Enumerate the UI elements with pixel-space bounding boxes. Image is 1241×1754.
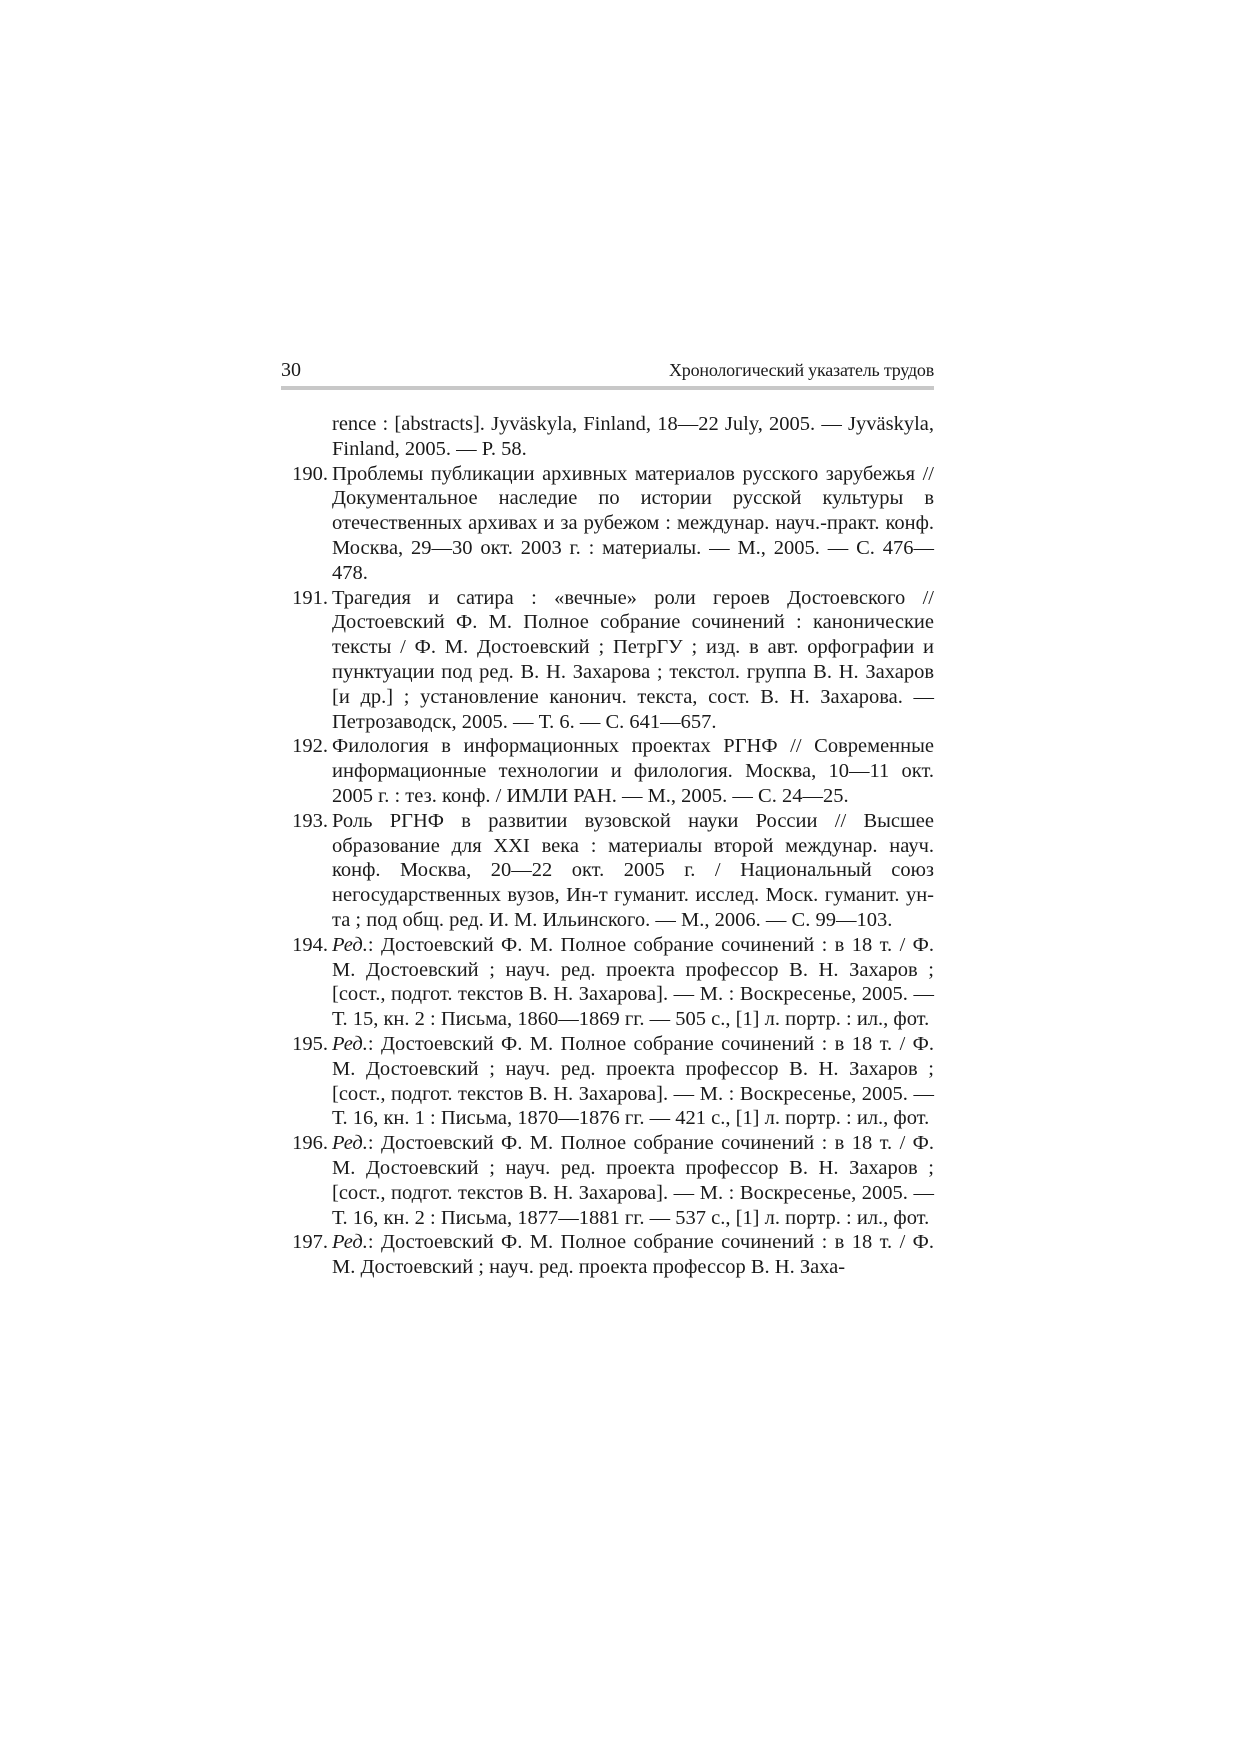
- entry-number: 195.: [292, 1032, 328, 1055]
- entry-body: : Достоевский Ф. М. Полное собрание сочинений : в 18 т. / Ф. М. Достоевский ; науч. ред. проекта профессор В. Н. Захаров ; [сост., подгот. текстов В. Н. Захарова]. — М. : Воскресенье, 2005. — Т. 15, кн. 2 : Письма, 1860—1869 гг. — 505 с., [1] л. портр. : ил., фот.: [332, 933, 934, 1031]
- entry-body: : Достоевский Ф. М. Полное собрание сочинений : в 18 т. / Ф. М. Достоевский ; науч. ред. проекта профессор В. Н. Заха-: [332, 1231, 934, 1279]
- entry-number: 190.: [292, 462, 328, 485]
- entry-number: 196.: [292, 1132, 328, 1155]
- entry-prefix: Ред.: [332, 1132, 368, 1155]
- entry-text: [332, 933, 934, 1032]
- entry-text: [332, 809, 934, 933]
- entry-text: [332, 1131, 934, 1230]
- bibliography-entry-192: [281, 734, 934, 808]
- entry-number: 197.: [292, 1231, 328, 1254]
- entry-body: : Достоевский Ф. М. Полное собрание сочинений : в 18 т. / Ф. М. Достоевский ; науч. ред. проекта профессор В. Н. Захаров ; [сост., подгот. текстов В. Н. Захарова]. — М. : Воскресенье, 2005. — Т. 16, кн. 1 : Письма, 1870—1876 гг. — 421 с., [1] л. портр. : ил., фот.: [332, 1032, 934, 1130]
- page-number: 30: [281, 359, 301, 381]
- entry-prefix: Ред.: [332, 1032, 368, 1055]
- entry-text: [332, 586, 934, 735]
- header-rule: [281, 386, 934, 390]
- entry-body: : Достоевский Ф. М. Полное собрание сочинений : в 18 т. / Ф. М. Достоевский ; науч. ред. проекта профессор В. Н. Захаров ; [сост., подгот. текстов В. Н. Захарова]. — М. : Воскресенье, 2005. — Т. 16, кн. 2 : Письма, 1877—1881 гг. — 537 с., [1] л. портр. : ил., фот.: [332, 1132, 934, 1229]
- bibliography-entry-191: [281, 586, 934, 735]
- entry-number: 191.: [292, 586, 328, 609]
- bibliography-list: [281, 412, 934, 1280]
- entry-number: 194.: [292, 933, 328, 956]
- entry-body: Трагедия и сатира : «вечные» роли героев Достоевского // Достоевский Ф. М. Полное собрание сочинений : канонические тексты / Ф. М. Достоевский ; ПетрГУ ; изд. в авт. орфографии и пунктуации под ред. В. Н. Захарова ; текстол. группа В. Н. Захаров [и др.] ; установление канонич. текста, сост. В. Н. Захарова. — Петрозаводск, 2005. — Т. 6. — С. 641—657.: [332, 586, 934, 733]
- continuation-text: rence : [abstracts]. Jyväskyla, Finland, 18—22 July, 2005. — Jyväskyla, Finland, 2005. — P. 58.: [332, 413, 934, 460]
- bibliography-entry-190: [281, 462, 934, 586]
- bibliography-entry-193: [281, 809, 934, 933]
- entry-text: [332, 1032, 934, 1131]
- bibliography-entry-196: [281, 1131, 934, 1230]
- running-title: Хронологический указатель трудов: [669, 360, 934, 380]
- page-header: [281, 355, 934, 385]
- entry-text: [332, 1230, 934, 1280]
- continuation-entry: [281, 412, 934, 462]
- bibliography-entry-197: [281, 1230, 934, 1280]
- bibliography-entry-195: [281, 1032, 934, 1131]
- entry-number: 192.: [292, 735, 328, 758]
- entry-text: [332, 734, 934, 808]
- bibliography-entry-194: [281, 933, 934, 1032]
- entry-body: Проблемы публикации архивных материалов русского зарубежья // Документальное наследие по истории русской культуры в отечественных архивах и за рубежом : междунар. науч.-практ. конф. Москва, 29—30 окт. 2003 г. : материалы. — М., 2005. — С. 476—478.: [332, 462, 934, 584]
- entry-prefix: Ред.: [332, 1231, 368, 1254]
- entry-body: Роль РГНФ в развитии вузовской науки России // Высшее образование для XXI века : материалы второй междунар. науч. конф. Москва, 20—22 окт. 2005 г. / Национальный союз негосударственных вузов, Ин-т гуманит. исслед. Моск. гуманит. ун-та ; под общ. ред. И. М. Ильинского. — М., 2006. — С. 99—103.: [332, 809, 934, 931]
- entry-body: Филология в информационных проектах РГНФ // Современные информационные технологии и филология. Москва, 10—11 окт. 2005 г. : тез. конф. / ИМЛИ РАН. — М., 2005. — С. 24—25.: [332, 735, 934, 807]
- entry-number: 193.: [292, 809, 328, 832]
- entry-prefix: Ред.: [332, 933, 368, 956]
- entry-text: [332, 462, 934, 586]
